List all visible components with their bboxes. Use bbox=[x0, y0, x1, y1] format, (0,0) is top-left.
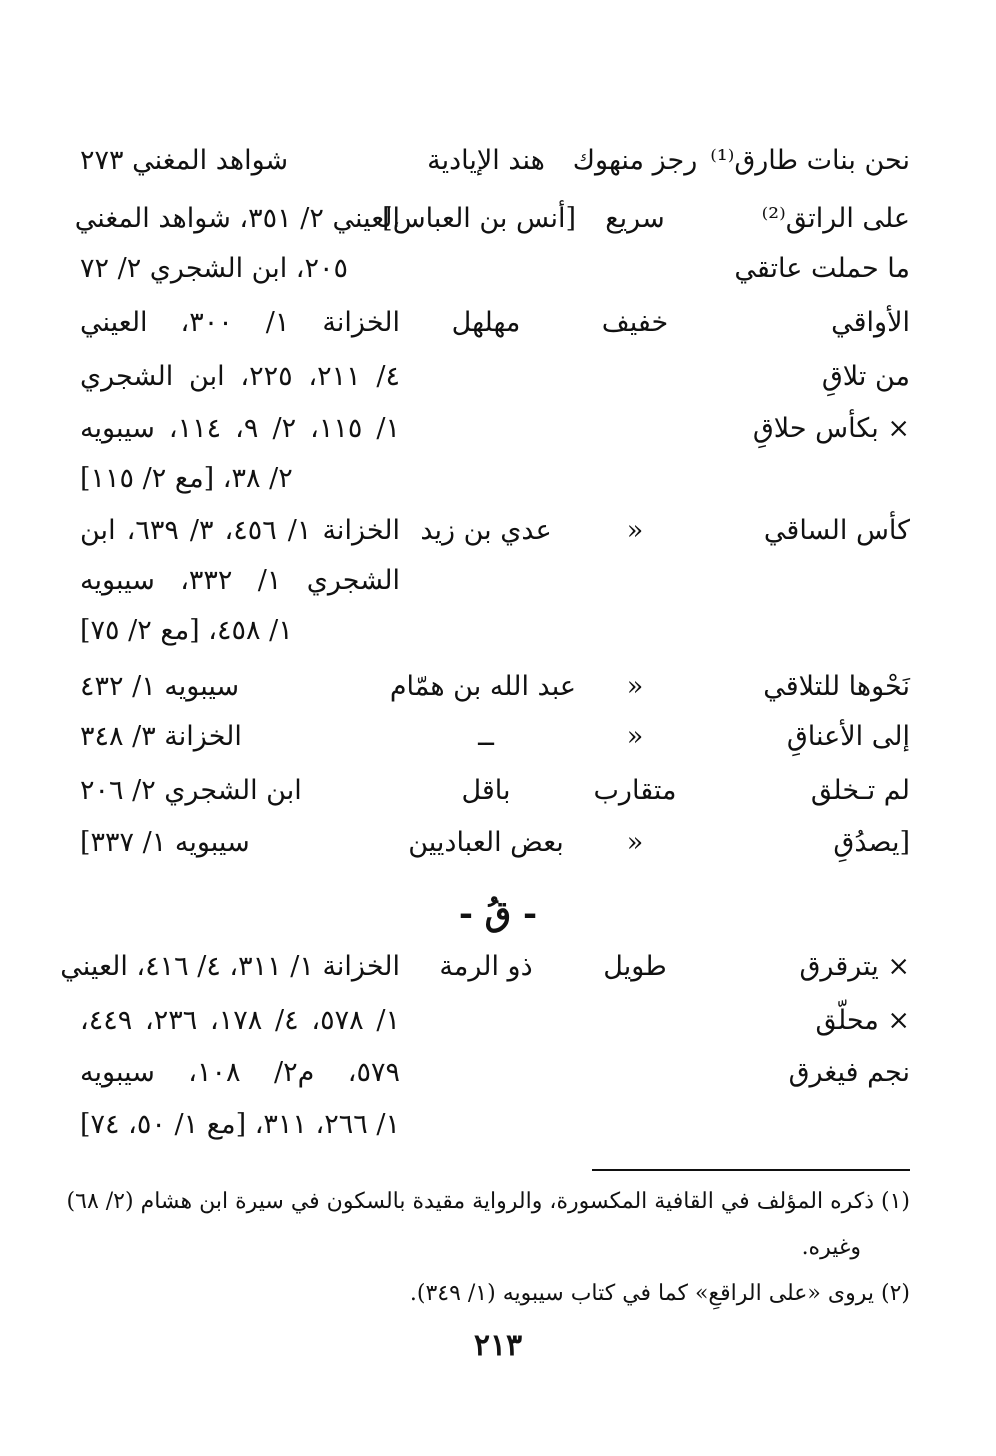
references: سيبويه ١/ ٣٣٧] bbox=[80, 827, 250, 858]
entry-row bbox=[0, 194, 996, 244]
references: سيبويه ١/ ٤٣٢ bbox=[80, 671, 240, 702]
references: ١/ ٤٥٨، [مع ٢/ ٧٥] bbox=[80, 615, 293, 646]
verse-ending: ما حملت عاتقي bbox=[734, 253, 910, 284]
verse-ending: × محلّق bbox=[815, 1005, 910, 1036]
footnote-2: (٢) يروى «على الراقعِ» كما في كتاب سيبويه (١/ ٣٤٩). bbox=[409, 1281, 910, 1306]
verse-ending: نحن بنات طارق⁽¹⁾ bbox=[710, 145, 910, 176]
poet: [أنس بن العباس] bbox=[382, 203, 576, 234]
references: الخزانة ١/ ٤٥٦، ٣/ ٦٣٩، ابن bbox=[80, 515, 401, 546]
footnote-divider bbox=[592, 1169, 910, 1171]
section-header: - قُ - bbox=[458, 894, 538, 934]
references: العيني ٢/ ٣٥١، شواهد المغني bbox=[74, 203, 400, 234]
verse-ending: [يصدُقِ bbox=[833, 827, 910, 858]
meter: « bbox=[626, 515, 644, 546]
meter: طويل bbox=[603, 951, 667, 982]
references: شواهد المغني ٢٧٣ bbox=[80, 145, 289, 176]
entry-row bbox=[0, 352, 996, 402]
references: الخزانة ١/ ٣٠٠، العيني bbox=[80, 307, 400, 338]
references: ٥٧٩، م٢/ ١٠٨، سيبويه bbox=[80, 1057, 401, 1088]
footnote-1-continuation: وغيره. bbox=[801, 1235, 861, 1260]
references: ابن الشجري ٢/ ٢٠٦ bbox=[80, 775, 302, 806]
footnote-1: (١) ذكره المؤلف في القافية المكسورة، والرواية مقيدة بالسكون في سيرة ابن هشام (٢/ ٦٨) bbox=[66, 1189, 910, 1214]
verse-ending: من تلاقِ bbox=[821, 361, 910, 392]
meter: سريع bbox=[605, 203, 665, 234]
entry-row bbox=[0, 766, 996, 816]
references: ٤/ ٢١١، ٢٢٥، ابن الشجري bbox=[80, 361, 400, 392]
poet: عدي بن زيد bbox=[420, 515, 552, 546]
meter: « bbox=[626, 671, 644, 702]
entry-row bbox=[0, 244, 996, 294]
references: الخزانة ٣/ ٣٤٨ bbox=[80, 721, 242, 752]
entry-row bbox=[0, 942, 996, 992]
meter: خفيف bbox=[601, 307, 669, 338]
entry-row bbox=[0, 556, 996, 606]
verse-ending: نَحْوها للتلاقي bbox=[763, 671, 910, 702]
entry-row bbox=[0, 662, 996, 712]
entry-row bbox=[0, 136, 996, 186]
verse-ending: إلى الأعناقِ bbox=[786, 721, 910, 752]
entry-row bbox=[0, 712, 996, 762]
page-number: ٢١٣ bbox=[473, 1328, 523, 1363]
poet: ــ bbox=[478, 721, 494, 752]
references: ٢/ ٣٨، [مع ٢/ ١١٥] bbox=[80, 463, 293, 494]
verse-ending: لم تـخلق bbox=[810, 775, 910, 806]
verse-ending: على الراتق⁽²⁾ bbox=[761, 203, 910, 234]
poet: عبد الله بن همّام bbox=[389, 671, 576, 702]
references: ١/ ١١٥، ٢/ ٩، ١١٤، سيبويه bbox=[80, 413, 401, 444]
meter: « bbox=[626, 827, 644, 858]
verse-ending: الأواقي bbox=[831, 307, 910, 338]
poet: مهلهل bbox=[451, 307, 521, 338]
poet: باقل bbox=[461, 775, 511, 806]
references: الخزانة ١/ ٣١١، ٤/ ٤١٦، العيني bbox=[60, 951, 400, 982]
entry-row bbox=[0, 818, 996, 868]
references: ١/ ٥٧٨، ٤/ ١٧٨، ٢٣٦، ٤٤٩، bbox=[80, 1005, 401, 1036]
references: الشجري ١/ ٣٣٢، سيبويه bbox=[80, 565, 401, 596]
entry-row bbox=[0, 1100, 996, 1150]
entry-row bbox=[0, 996, 996, 1046]
meter: « bbox=[626, 721, 644, 752]
verse-ending: × يترقرق bbox=[799, 951, 910, 982]
entry-row bbox=[0, 404, 996, 454]
references: ١/ ٢٦٦، ٣١١، [مع ١/ ٥٠، ٧٤] bbox=[80, 1109, 400, 1140]
poet: هند الإيادية bbox=[427, 145, 545, 176]
poet: بعض العباديين bbox=[408, 827, 564, 858]
meter: متقارب bbox=[593, 775, 677, 806]
poet: ذو الرمة bbox=[439, 951, 533, 982]
entry-row bbox=[0, 606, 996, 656]
meter: رجز منهوك bbox=[572, 145, 698, 176]
entry-row bbox=[0, 298, 996, 348]
verse-ending: كأس الساقي bbox=[763, 515, 910, 546]
verse-ending: × بكأس حلاقِ bbox=[752, 413, 910, 444]
references: ٢٠٥، ابن الشجري ٢/ ٧٢ bbox=[80, 253, 349, 284]
entry-row bbox=[0, 454, 996, 504]
verse-ending: نجم فيغرق bbox=[788, 1057, 910, 1088]
entry-row bbox=[0, 506, 996, 556]
entry-row bbox=[0, 1048, 996, 1098]
